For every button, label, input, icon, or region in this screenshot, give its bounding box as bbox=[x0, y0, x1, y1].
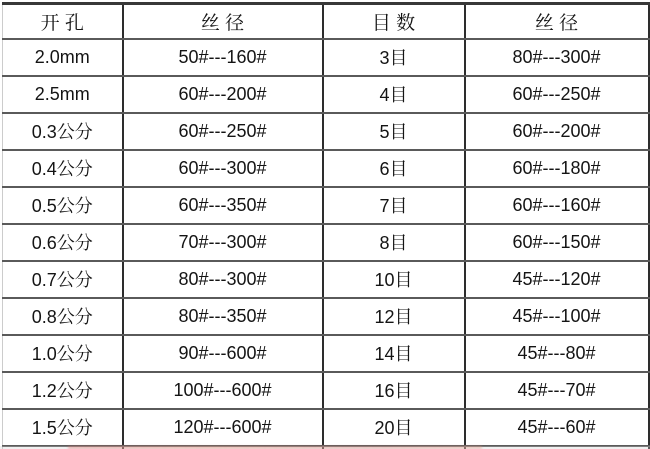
cell-wire-diameter-1: 60#---300# bbox=[123, 150, 323, 187]
header-wire-diameter-1: 丝 径 bbox=[123, 4, 323, 39]
cell-opening: 1.5公分 bbox=[3, 409, 123, 446]
table-row bbox=[3, 409, 649, 446]
cell-wire-diameter-2: 60#---200# bbox=[465, 113, 649, 150]
cell-wire-diameter-2: 45#---120# bbox=[465, 261, 649, 298]
cell-mesh-count: 12目 bbox=[323, 298, 465, 335]
cell-wire-diameter-1: 90#---600# bbox=[123, 335, 323, 372]
cell-mesh-count: 10目 bbox=[323, 261, 465, 298]
cell-wire-diameter-2: 60#---180# bbox=[465, 150, 649, 187]
cell-opening: 0.3公分 bbox=[3, 113, 123, 150]
cell-opening: 0.5公分 bbox=[3, 187, 123, 224]
table-row bbox=[3, 39, 649, 76]
cell-wire-diameter-1: 60#---350# bbox=[123, 187, 323, 224]
cell-mesh-count: 14目 bbox=[323, 335, 465, 372]
cell-opening: 0.7公分 bbox=[3, 261, 123, 298]
table-row bbox=[3, 150, 649, 187]
partial-cell bbox=[123, 446, 323, 449]
cell-wire-diameter-1: 80#---350# bbox=[123, 298, 323, 335]
partial-cell bbox=[323, 446, 465, 449]
cell-opening: 0.6公分 bbox=[3, 224, 123, 261]
cell-wire-diameter-2: 80#---300# bbox=[465, 39, 649, 76]
cell-wire-diameter-1: 50#---160# bbox=[123, 39, 323, 76]
cell-mesh-count: 7目 bbox=[323, 187, 465, 224]
cell-wire-diameter-1: 60#---250# bbox=[123, 113, 323, 150]
table-row bbox=[3, 224, 649, 261]
table-row bbox=[3, 113, 649, 150]
header-row bbox=[3, 4, 649, 39]
cell-mesh-count: 4目 bbox=[323, 76, 465, 113]
cell-wire-diameter-2: 45#---100# bbox=[465, 298, 649, 335]
cell-opening: 2.0mm bbox=[3, 39, 123, 76]
cell-opening: 1.2公分 bbox=[3, 372, 123, 409]
table-body bbox=[3, 39, 649, 449]
header-opening: 开 孔 bbox=[3, 4, 123, 39]
cell-mesh-count: 3目 bbox=[323, 39, 465, 76]
cell-opening: 0.4公分 bbox=[3, 150, 123, 187]
cell-mesh-count: 5目 bbox=[323, 113, 465, 150]
partial-cell bbox=[3, 446, 123, 449]
cell-wire-diameter-2: 45#---60# bbox=[465, 409, 649, 446]
cell-mesh-count: 6目 bbox=[323, 150, 465, 187]
header-wire-diameter-2: 丝 径 bbox=[465, 4, 649, 39]
cell-mesh-count: 8目 bbox=[323, 224, 465, 261]
cell-wire-diameter-1: 80#---300# bbox=[123, 261, 323, 298]
cell-opening: 1.0公分 bbox=[3, 335, 123, 372]
cell-wire-diameter-2: 60#---250# bbox=[465, 76, 649, 113]
table-row bbox=[3, 187, 649, 224]
cell-opening: 2.5mm bbox=[3, 76, 123, 113]
cell-wire-diameter-2: 45#---80# bbox=[465, 335, 649, 372]
mesh-spec-table bbox=[2, 2, 650, 449]
table-row bbox=[3, 76, 649, 113]
cell-wire-diameter-1: 70#---300# bbox=[123, 224, 323, 261]
cell-wire-diameter-2: 45#---70# bbox=[465, 372, 649, 409]
partial-cell bbox=[465, 446, 649, 449]
table-row bbox=[3, 372, 649, 409]
table-row bbox=[3, 298, 649, 335]
cell-opening: 0.8公分 bbox=[3, 298, 123, 335]
cell-wire-diameter-1: 60#---200# bbox=[123, 76, 323, 113]
table-row bbox=[3, 335, 649, 372]
partial-clipped-row bbox=[3, 446, 649, 449]
cell-wire-diameter-2: 60#---150# bbox=[465, 224, 649, 261]
cell-wire-diameter-2: 60#---160# bbox=[465, 187, 649, 224]
cell-wire-diameter-1: 120#---600# bbox=[123, 409, 323, 446]
cell-mesh-count: 16目 bbox=[323, 372, 465, 409]
cell-wire-diameter-1: 100#---600# bbox=[123, 372, 323, 409]
table-row bbox=[3, 261, 649, 298]
cell-mesh-count: 20目 bbox=[323, 409, 465, 446]
header-mesh-count: 目 数 bbox=[323, 4, 465, 39]
